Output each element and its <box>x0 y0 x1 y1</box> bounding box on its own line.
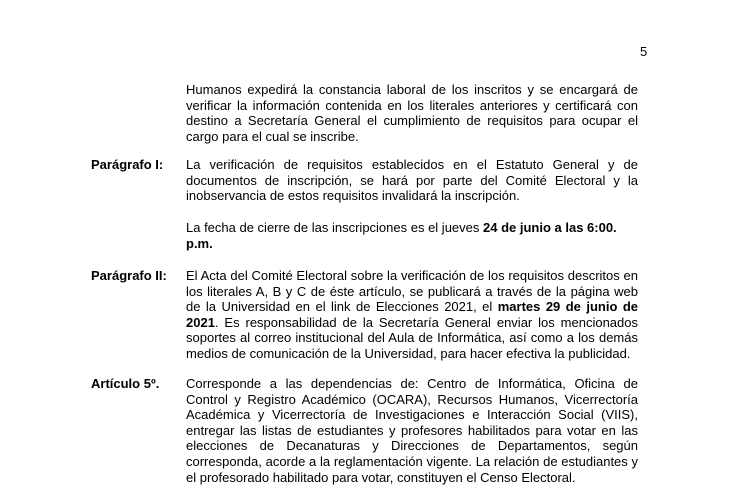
paragrafo-2-label: Parágrafo II: <box>91 268 167 283</box>
paragrafo-1-text: La verificación de requisitos establecidos en el Estatuto General y de documentos de inscripción, se hará por parte del Comité Electoral y la inobservancia de estos requisitos invalidará la inscripción. <box>186 157 638 204</box>
continuation-paragraph: Humanos expedirá la constancia laboral de los inscritos y se encargará de verificar la información contenida en los literales anteriores y certificará con destino a Secretaría General el cumplimiento de requisitos para ocupar el cargo para el cual se inscribe. <box>186 82 638 144</box>
publication-date: martes 29 de junio de 2021 <box>186 299 638 330</box>
paragrafo-1-label: Parágrafo I: <box>91 157 164 172</box>
paragrafo-2-text-before: El Acta del Comité Electoral sobre la verificación de los requisitos descritos en los literales A, B y C de éste artículo, se publicará a través de la página web de la Universidad en el link de Elecciones 2021, el <box>186 268 638 315</box>
articulo-5-text: Corresponde a las dependencias de: Centro de Informática, Oficina de Control y Registro Académico (OCARA), Recursos Humanos, Vicerrectoría Académica y Vicerrectoría de Investigaciones e Interacción Social (VIIS), entregar las listas de estudiantes y profesores habilitados para votar en las elecciones de Decanaturas y Direcciones de Departamentos, según corresponda, acorde a la reglamentación vigente. La relación de estudiantes y el profesorado habilitado para votar, constituyen el Censo Electoral. <box>186 376 638 485</box>
page-number: 5 <box>640 44 648 59</box>
closing-date: 24 de junio a las 6:00. p.m. <box>186 220 617 251</box>
closing-date-prefix: La fecha de cierre de las inscripciones es el jueves <box>186 220 483 235</box>
paragrafo-2-text <box>186 268 638 362</box>
paragrafo-2-text-after: . Es responsabilidad de la Secretaría General enviar los mencionados soportes al correo institucional del Aula de Informática, así como a los demás medios de comunicación de la Universidad, para hacer efectiva la publicidad. <box>186 314 638 361</box>
articulo-5-label: Artículo 5º. <box>91 376 160 391</box>
paragrafo-1-closing <box>186 220 638 251</box>
